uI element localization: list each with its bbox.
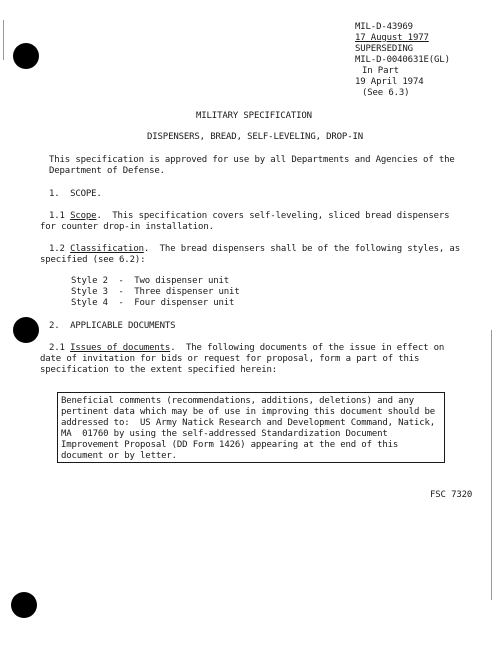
notice-line: pertinent data which may be of use in improving this document should be bbox=[61, 407, 436, 417]
paragraph-text: . This specification covers self-leveling, sliced bread dispensers bbox=[96, 211, 450, 221]
superseding-label: SUPERSEDING bbox=[355, 44, 413, 54]
punch-hole-top bbox=[13, 43, 39, 69]
style-list-item: Style 3 - Three dispenser unit bbox=[71, 287, 240, 297]
style-list-item: Style 2 - Two dispenser unit bbox=[71, 276, 230, 286]
scan-edge-mark bbox=[3, 20, 4, 60]
approval-line-1: This specification is approved for use by all Departments and Agencies of the bbox=[49, 155, 455, 165]
superseded-doc: MIL-D-0040631E(GL) bbox=[355, 55, 450, 65]
paragraph-title: Issues of documents bbox=[70, 343, 171, 353]
paragraph-text: . The bread dispensers shall be of the following styles, as bbox=[143, 244, 460, 254]
paragraph-1-2-line-2: specified (see 6.2): bbox=[40, 255, 146, 265]
superseded-date: 19 April 1974 bbox=[355, 77, 424, 87]
scan-edge-mark bbox=[491, 330, 492, 600]
notice-line: Beneficial comments (recommendations, additions, deletions) and any bbox=[61, 396, 414, 406]
doc-number: MIL-D-43969 bbox=[355, 22, 413, 32]
notice-line: Improvement Proposal (DD Form 1426) appearing at the end of this bbox=[61, 440, 399, 450]
paragraph-2-1-first-line bbox=[49, 343, 444, 354]
paragraph-title: Scope bbox=[70, 211, 97, 221]
fsc-code: FSC 7320 bbox=[430, 490, 473, 500]
style-list-item: Style 4 - Four dispenser unit bbox=[71, 298, 235, 308]
in-part: In Part bbox=[362, 66, 399, 76]
page-title: MILITARY SPECIFICATION bbox=[196, 111, 312, 121]
comments-notice-box bbox=[57, 392, 445, 463]
doc-date: 17 August 1977 bbox=[355, 33, 429, 43]
punch-hole-middle bbox=[13, 317, 39, 343]
paragraph-2-1-line-2: date of invitation for bids or request for proposal, form a part of this bbox=[40, 354, 420, 364]
paragraph-number: 1.1 bbox=[49, 211, 65, 221]
notice-line: MA 01760 by using the self-addressed Standardization Document bbox=[61, 429, 388, 439]
notice-line: document or by letter. bbox=[61, 451, 177, 461]
paragraph-title: Classification bbox=[70, 244, 144, 254]
see-note: (See 6.3) bbox=[362, 88, 410, 98]
paragraph-2-1-line-3: specification to the extent specified herein: bbox=[40, 365, 278, 375]
page-subtitle: DISPENSERS, BREAD, SELF-LEVELING, DROP-IN bbox=[147, 132, 364, 142]
paragraph-1-1-first-line bbox=[49, 211, 449, 222]
paragraph-1-2-first-line bbox=[49, 244, 460, 255]
section-1-heading: 1. SCOPE. bbox=[49, 189, 102, 199]
section-2-heading: 2. APPLICABLE DOCUMENTS bbox=[49, 321, 176, 331]
approval-line-2: Department of Defense. bbox=[49, 166, 165, 176]
paragraph-text: . The following documents of the issue in effect on bbox=[170, 343, 445, 353]
paragraph-1-1-line-2: for counter drop-in installation. bbox=[40, 222, 214, 232]
punch-hole-bottom bbox=[11, 592, 37, 618]
paragraph-number: 2.1 bbox=[49, 343, 65, 353]
notice-line: addressed to: US Army Natick Research and Development Command, Natick, bbox=[61, 418, 436, 428]
paragraph-number: 1.2 bbox=[49, 244, 65, 254]
